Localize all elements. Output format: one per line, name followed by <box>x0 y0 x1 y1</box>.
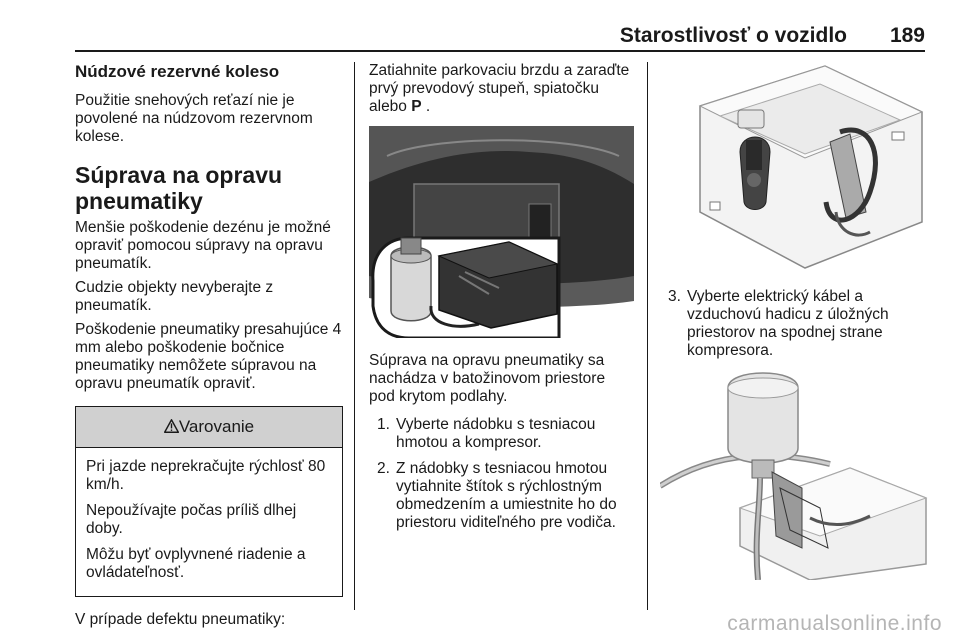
column-middle <box>369 62 634 540</box>
column-divider <box>354 62 355 610</box>
steps-list-middle <box>369 416 634 532</box>
watermark: carmanualsonline.info <box>727 612 942 635</box>
compressor-underside-illustration <box>660 62 928 272</box>
paragraph-tyre-defect: V prípade defektu pneumatiky: <box>75 611 286 628</box>
list-item <box>369 416 634 452</box>
list-item <box>660 288 928 360</box>
warning-body <box>76 448 342 596</box>
list-item <box>369 460 634 532</box>
warning-box <box>75 406 343 597</box>
compressor-hose-illustration <box>660 368 928 580</box>
warning-speed: Pri jazde neprekračujte rýchlosť 80 km/h. <box>86 458 326 493</box>
step-number: 3. <box>668 288 681 305</box>
steps-list-right <box>660 288 928 360</box>
warning-steering: Môžu byť ovplyvnené riadenie a ovládateľnosť. <box>86 546 306 581</box>
step-number: 2. <box>377 460 390 477</box>
column-right <box>660 62 928 580</box>
step-text: Z nádobky s tesniacou hmotou vytiahnite štítok s rýchlostným obmedzením a umiestnite ho do priestoru viditeľného pre vodiča. <box>396 460 617 531</box>
parking-brake-text: Zatiahnite parkovaciu brzdu a zaraďte prvý prevodový stupeň, spiatočku alebo <box>369 62 630 115</box>
paragraph-large-damage: Poškodenie pneumatiky presahujúce 4 mm alebo poškodenie bočnice pneumatiky nemôžete súpravou na opravu pneumatík opraviť. <box>75 321 342 392</box>
warning-duration: Nepoužívajte počas príliš dlhej doby. <box>86 502 297 537</box>
heading-repair-kit: Súprava na opravu pneumatiky <box>75 162 283 214</box>
column-left <box>75 62 343 635</box>
trunk-illustration <box>369 126 634 338</box>
step-text: Vyberte nádobku s tesniacou hmotou a kompresor. <box>396 416 596 451</box>
warning-triangle-icon <box>164 419 179 433</box>
paragraph-parking-brake <box>369 62 634 116</box>
gear-p-symbol: P <box>411 98 422 115</box>
column-divider <box>647 62 648 610</box>
step-number: 1. <box>377 416 390 433</box>
section-title: Starostlivosť o vozidlo <box>619 24 847 47</box>
warning-title: Varovanie <box>178 417 255 436</box>
page-header <box>75 20 925 52</box>
paragraph-small-damage: Menšie poškodenie dezénu je možné opraviť pomocou súpravy na opravu pneumatík. <box>75 219 331 272</box>
heading-spare-wheel: Núdzové rezervné koleso <box>75 62 280 81</box>
step-text: Vyberte elektrický kábel a vzduchovú hadicu z úložných priestorov na spodnej strane kompresora. <box>687 288 889 359</box>
page-number: 189 <box>889 24 925 47</box>
parking-brake-end: . <box>421 98 431 115</box>
paragraph-snow-chains: Použitie snehových reťazí nie je povolené na núdzovom rezervnom kolese. <box>75 92 313 145</box>
paragraph-kit-location: Súprava na opravu pneumatiky sa nachádza v batožinovom priestore pod krytom podlahy. <box>369 352 606 405</box>
warning-header <box>76 407 342 448</box>
paragraph-foreign-objects: Cudzie objekty nevyberajte z pneumatík. <box>75 279 274 314</box>
